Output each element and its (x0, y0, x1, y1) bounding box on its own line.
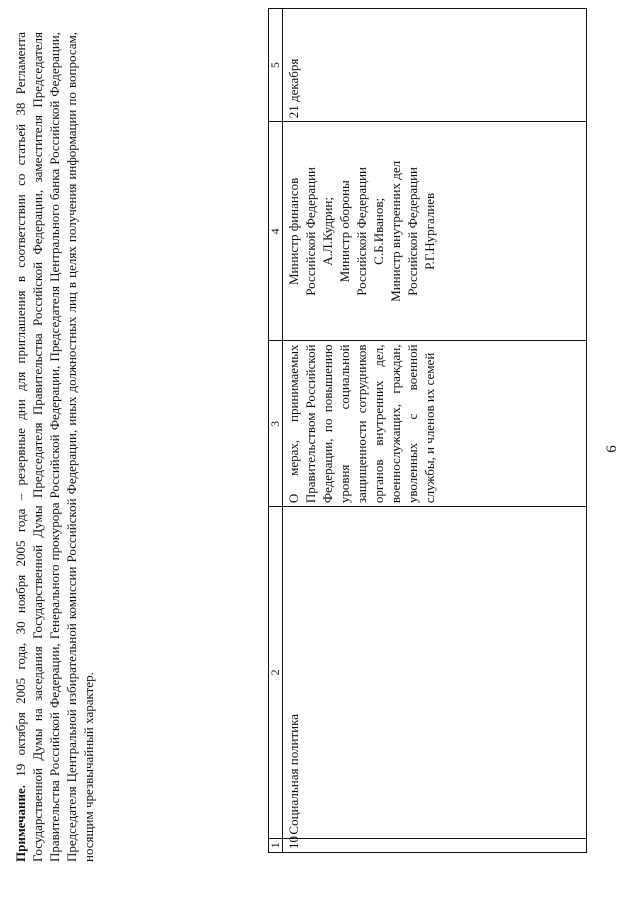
column-number-1: 1 (269, 838, 283, 852)
note-label: Примечание. (13, 785, 28, 862)
topic-cell: Социальная политика (283, 507, 587, 838)
measures-cell: О мерах, принимаемых Правительством Российской Федерации, по повышению уровня социальной защищенности сотрудников органов внутренних дел, военнослужащих, граждан, уволенных с военной службы, и членов их семей (283, 341, 587, 507)
column-number-5: 5 (269, 9, 283, 122)
official-line: С.Б.Иванов; (371, 197, 386, 265)
column-number-4: 4 (269, 122, 283, 341)
date-cell: 21 декабря (283, 9, 587, 122)
official-line: Российской Федерации (303, 167, 318, 296)
official-line: Министр обороны (337, 180, 352, 283)
row-number: 10 (283, 838, 587, 852)
column-number-row (269, 9, 283, 853)
page-number: 6 (604, 445, 620, 453)
note-text: 19 октября 2005 года, 30 ноября 2005 года – резервные дни для приглашения в соответствии со статьей 38 Регламента Государственной Думы на заседания Государственной Думы Председателя Правительства Российской Федерации, заместителя Председателя Правительства Российской Федерации, Генерального прокурора Российской Федерации, Председателя Центрального банка Российской Федерации, Председателя Центральной избирательной комиссии Российской Федерации, иных должностных лиц в целях получения информации по вопросам, носящим чрезвычайный характер. (13, 31, 96, 862)
official-line: Р.Г.Нургалиев (422, 192, 437, 270)
official-line: Российской Федерации (405, 167, 420, 296)
official-line: А.Л.Кудрин; (320, 197, 335, 266)
official-line: Российской Федерации (354, 167, 369, 296)
column-number-3: 3 (269, 341, 283, 507)
note-paragraph (12, 32, 97, 862)
official-line: Министр финансов (286, 177, 301, 285)
column-number-2: 2 (269, 507, 283, 838)
officials-cell (283, 122, 587, 341)
table-row (283, 9, 587, 853)
agenda-table (268, 8, 587, 853)
official-line: Министр внутренних дел (388, 160, 403, 302)
